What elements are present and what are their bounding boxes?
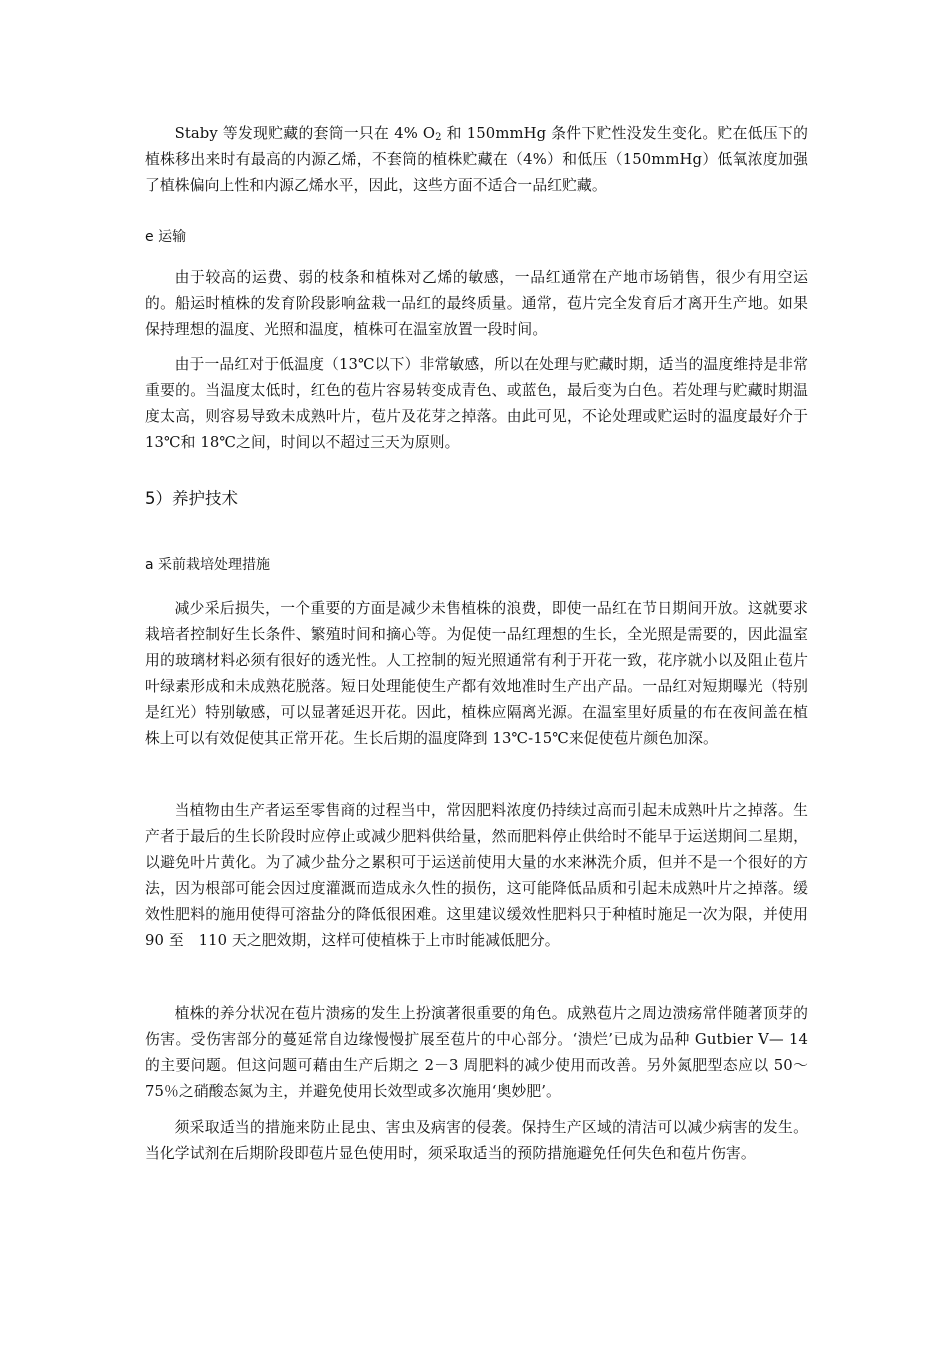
paragraph-care-4: 须采取适当的措施来防止昆虫、害虫及病害的侵袭。保持生产区域的清洁可以减少病害的发生。当化学试剂在后期阶段即苞片显色使用时，须采取适当的预防措施避免任何失色和苞片伤害。 <box>145 1119 808 1162</box>
oxygen-subscript: 2 <box>435 132 442 143</box>
paragraph-transport-2: 由于一品红对于低温度（13℃以下）非常敏感，所以在处理与贮藏时期，适当的温度维持是非常重要的。当温度太低时，红色的苞片容易转变成青色、或蓝色，最后变为白色。若处理与贮藏时期温度太高，则容易导致未成熟叶片，苞片及花芽之掉落。由此可见，不论处理或贮运时的温度最好介于 13℃和 18℃之间，时间以不超过三天为原则。 <box>145 356 808 451</box>
paragraph-storage-text-start: Staby 等发现贮藏的套筒一只在 4% O <box>174 125 436 142</box>
paragraph-care-3: 植株的养分状况在苞片溃疡的发生上扮演著很重要的角色。成熟苞片之周边溃疡常伴随著顶芽的伤害。受伤害部分的蔓延常自边缘慢慢扩展至苞片的中心部分。‘溃烂’已成为品种 Gutbier V— 14 的主要问题。但这问题可藉由生产后期之 2－3 周肥料的减少使用而改善。另外氮肥型态应以 50～75％之硝酸态氮为主，并避免使用长效型或多次施用‘奥妙肥’。 <box>145 1005 808 1100</box>
paragraph-care-2: 当植物由生产者运至零售商的过程当中，常因肥料浓度仍持续过高而引起未成熟叶片之掉落。生产者于最后的生长阶段时应停止或减少肥料供给量，然而肥料停止供给时不能早于运送期间二星期，以避免叶片黄化。为了减少盐分之累积可于运送前使用大量的水来淋洗介质，但并不是一个很好的方法，因为根部可能会因过度灌溉而造成永久性的损伤，这可能降低品质和引起未成熟叶片之掉落。缓效性肥料的施用使得可溶盐分的降低很困难。这里建议缓效性肥料只于种植时施足一次为限，并使用 90 至 110 天之肥效期，这样可使植株于上市时能减低肥分。 <box>145 802 808 949</box>
paragraph-storage-text-end: 和 150mmHg 条件下贮性没发生变化。贮在低压下的植株移出来时有最高的内源乙烯，不套筒的植株贮藏在（4%）和低压（150mmHg）低氧浓度加强了植株偏向上性和内源乙烯水平，因此，这些方面不适合一品红贮藏。 <box>145 125 809 194</box>
paragraph-storage-conditions <box>145 121 808 199</box>
section-heading-preharvest: a 采前栽培处理措施 <box>145 557 271 573</box>
section-heading-care: 5）养护技术 <box>145 489 238 508</box>
paragraph-transport-1: 由于较高的运费、弱的枝条和植株对乙烯的敏感，一品红通常在产地市场销售，很少有用空运的。船运时植株的发育阶段影响盆栽一品红的最终质量。通常，苞片完全发育后才离开生产地。如果保持理想的温度、光照和温度，植株可在温室放置一段时间。 <box>145 269 808 338</box>
section-heading-transport: e 运输 <box>145 229 187 245</box>
paragraph-care-1: 减少采后损失，一个重要的方面是减少未售植株的浪费，即使一品红在节日期间开放。这就要求栽培者控制好生长条件、繁殖时间和摘心等。为促使一品红理想的生长，全光照是需要的，因此温室用的玻璃材料必须有很好的透光性。人工控制的短光照通常有利于开花一致，花序就小以及阻止苞片叶绿素形成和未成熟花脱落。短日处理能使生产都有效地准时生产出产品。一品红对短期曝光（特别是红光）特别敏感，可以显著延迟开花。因此，植株应隔离光源。在温室里好质量的布在夜间盖在植株上可以有效促使其正常开花。生长后期的温度降到 13℃-15℃来促使苞片颜色加深。 <box>145 600 808 747</box>
